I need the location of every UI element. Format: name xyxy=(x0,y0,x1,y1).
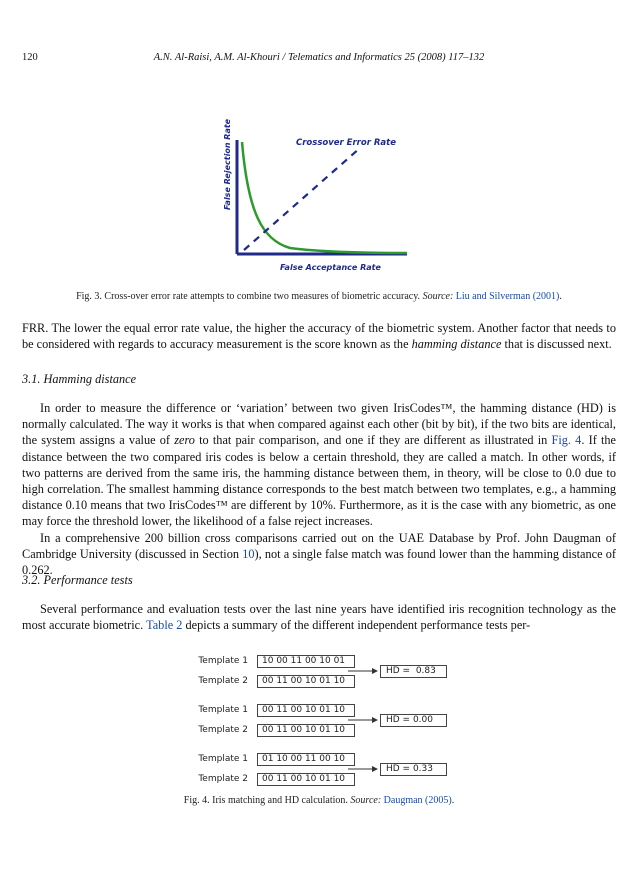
p1-emphasis: hamming distance xyxy=(411,337,502,352)
template1-code: 10 00 11 00 10 01 xyxy=(257,655,355,668)
p2-text-c: . If the distance between the two compared iris codes is below a certain threshold, they are called a match. In other words, if two patterns are derived from the same iris, the hamming distance between them, in theory, will be close to 0.0 due to high correlation. The smallest hamming distance corresponds to the best match between two templates, e.g., a hamming distance 0.10 means that two IrisCodes™ are different by 10%. Furthermore, as it is the case with any biometric, as one may force the threshold lower, the likelihood of a false reject increases. xyxy=(22,433,617,529)
template2-code: 00 11 00 10 01 10 xyxy=(257,675,355,688)
template2-label: Template 2 xyxy=(198,774,248,784)
crossover-error-rate-figure xyxy=(210,112,410,282)
hd-result: HD = 0.00 xyxy=(380,714,447,727)
figure3-source-label: Source: xyxy=(422,291,454,302)
crossover-dashed-line xyxy=(244,148,360,250)
template1-label: Template 1 xyxy=(198,754,248,764)
p2-text-b: to that pair comparison, and one if they are different as illustrated in xyxy=(194,433,552,448)
p2-emphasis: zero xyxy=(174,433,195,448)
figure4-caption xyxy=(22,795,616,806)
table2-link[interactable]: Table 2 xyxy=(146,618,183,633)
figure3-source-link[interactable]: Liu and Silverman (2001) xyxy=(455,291,560,302)
figure3-caption-text: Fig. 3. Cross-over error rate attempts to combine two measures of biometric accuracy. xyxy=(76,291,421,302)
template2-label: Template 2 xyxy=(198,725,248,735)
crossover-annotation: Crossover Error Rate xyxy=(296,138,396,148)
running-title: A.N. Al-Raisi, A.M. Al-Khouri / Telematics and Informatics 25 (2008) 117–132 xyxy=(153,52,485,63)
paragraph-4 xyxy=(22,601,616,633)
figure4-source-link[interactable]: Daugman (2005) xyxy=(383,795,452,806)
figure3-caption-end: . xyxy=(559,291,562,302)
figure4-source-label: Source: xyxy=(350,795,382,806)
fig4-link[interactable]: Fig. 4 xyxy=(551,433,582,448)
template1-label: Template 1 xyxy=(198,656,248,666)
x-axis-label: False Acceptance Rate xyxy=(280,263,381,272)
p1-text-b: that is discussed next. xyxy=(501,337,612,352)
template2-label: Template 2 xyxy=(198,676,248,686)
p3-text-a: In a comprehensive 200 billion cross comparisons carried out on the UAE Database by Prof. John Daugman of Cambridge University (discussed in Section xyxy=(22,530,616,561)
figure4-caption-text: Fig. 4. Iris matching and HD calculation. xyxy=(183,795,348,806)
p4-text-a: Several performance and evaluation tests over the last nine years have identified iris recognition technology as the most accurate biometric. xyxy=(22,602,616,633)
p4-text-b: depicts a summary of the different independent performance tests per- xyxy=(182,618,531,633)
figure4-caption-end: . xyxy=(451,795,455,806)
template1-code: 01 10 00 11 00 10 xyxy=(257,753,355,766)
p1-text-a: FRR. The lower the equal error rate value, the higher the accuracy of the biometric system. Another factor that needs to be considered with regards to accuracy measurement is the score known as the xyxy=(22,321,616,352)
p3-text-b: ), not a single false match was found lower than the hamming distance of 0.262. xyxy=(22,546,616,578)
template2-code: 00 11 00 10 01 10 xyxy=(257,724,355,737)
page-number: 120 xyxy=(22,52,38,63)
hd-result: HD = 0.33 xyxy=(380,763,447,776)
template1-label: Template 1 xyxy=(198,705,248,715)
section-10-link[interactable]: 10 xyxy=(242,546,255,561)
paragraph-2 xyxy=(22,400,616,578)
p2-text-a: In order to measure the difference or ‘variation’ between two given IrisCodes™, the hamming distance (HD) is normally calculated. The way it works is that when compared against each other (bit by bit), if the two bits are identical, the system assigns a value of xyxy=(22,401,616,448)
frr-curve xyxy=(242,142,407,253)
template1-code: 00 11 00 10 01 10 xyxy=(257,704,355,717)
section-3-1-title: 3.1. Hamming distance xyxy=(22,372,137,386)
hd-result: HD = 0.83 xyxy=(380,665,447,678)
template2-code: 00 11 00 10 01 10 xyxy=(257,773,355,786)
paragraph-1 xyxy=(22,320,616,352)
figure3-caption xyxy=(22,291,616,302)
section-3-2-title: 3.2. Performance tests xyxy=(22,573,133,587)
y-axis-label: False Rejection Rate xyxy=(223,118,232,210)
